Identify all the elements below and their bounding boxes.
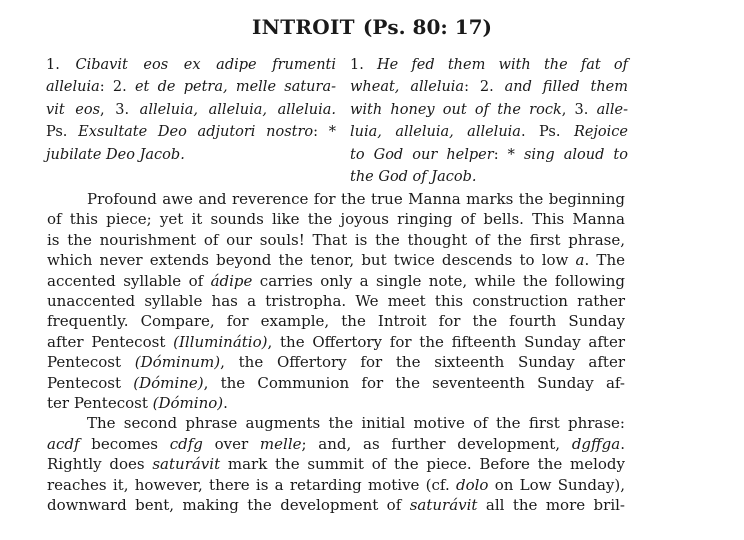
text-line	[47, 495, 625, 515]
roman-text: The second phrase augments the initial motive of the first phrase:	[87, 414, 625, 433]
roman-text: Ps.	[46, 124, 79, 141]
italic-text: to God our helper	[350, 146, 494, 163]
roman-text: reaches it, however, there is a retarding motive (cf.	[47, 475, 456, 494]
roman-text: .	[223, 394, 228, 413]
italic-text: acdf	[47, 434, 80, 453]
roman-text: all the more bril-	[477, 496, 625, 515]
commentary-body	[47, 189, 625, 516]
italic-text: dgffga	[571, 434, 621, 453]
text-line	[47, 291, 625, 311]
text-line	[350, 121, 628, 143]
italic-text: a	[575, 251, 585, 270]
roman-text: .	[620, 434, 625, 453]
italic-text: ádipe	[210, 271, 253, 290]
text-line	[47, 209, 625, 229]
commentary-paragraph-1	[47, 189, 625, 413]
italic-text: alleluia	[46, 79, 100, 96]
roman-text: is the nourishment of our souls! That is the thought of the first phrase,	[47, 230, 625, 249]
italic-text: et de petra, melle satura-	[134, 79, 336, 96]
italic-text: (Dómine)	[133, 373, 204, 392]
heading-psalm-reference: (Ps. 80: 17)	[362, 15, 493, 39]
roman-text: , 3.	[561, 101, 597, 118]
roman-text: downward bent, making the development of	[47, 496, 410, 515]
text-line	[350, 54, 628, 76]
roman-text: ter Pentecost	[47, 394, 153, 413]
italic-text: alleluia, alleluia, alleluia.	[139, 101, 336, 118]
roman-text: Pentecost	[47, 373, 134, 392]
italic-text: (Illuminátio)	[173, 332, 268, 351]
italic-text: (Dóminum)	[134, 353, 221, 372]
roman-text: 1.	[46, 57, 76, 73]
roman-text: mark the summit of the piece. Before the melody	[220, 455, 625, 474]
text-line	[46, 99, 336, 121]
italic-text: and filled them	[504, 79, 628, 96]
italic-text: wheat, alleluia	[350, 79, 465, 96]
text-line	[47, 393, 625, 413]
italic-text: jubilate Deo Jacob.	[46, 146, 185, 163]
italic-text: sing aloud to	[523, 146, 628, 163]
latin-text-column	[46, 54, 336, 166]
text-line	[46, 121, 336, 143]
text-line	[47, 189, 625, 209]
italic-text: with honey out of the rock	[350, 101, 562, 118]
roman-text: over	[202, 434, 260, 453]
text-line	[47, 373, 625, 393]
text-line	[47, 454, 625, 474]
text-line	[47, 475, 625, 495]
roman-text: becomes	[79, 434, 170, 453]
italic-text: vit eos	[46, 101, 101, 118]
roman-text: , the Offertory for the sixteenth Sunday after	[220, 353, 625, 372]
roman-text: which never extends beyond the tenor, but twice descends to low	[47, 251, 576, 270]
text-line	[47, 413, 625, 433]
roman-text: 1.	[350, 57, 378, 73]
text-line	[47, 434, 625, 454]
roman-text: unaccented syllable has a tristropha. We meet this construction rather	[47, 292, 625, 311]
italic-text: Exsultate Deo adjutori nostro	[78, 124, 314, 141]
text-line	[350, 144, 628, 166]
roman-text: accented syllable of	[47, 271, 211, 290]
italic-text: Rejoice	[573, 124, 629, 141]
roman-text: . Ps.	[520, 124, 574, 141]
roman-text: Pentecost	[47, 353, 135, 372]
italic-text: saturávit	[152, 455, 221, 474]
text-line	[47, 352, 625, 372]
roman-text: : *	[313, 124, 337, 141]
roman-text: , the Communion for the seventeenth Sunday af-	[203, 373, 626, 392]
text-line	[47, 271, 625, 291]
roman-text: after Pentecost	[47, 332, 174, 351]
text-line	[350, 166, 628, 188]
italic-text: melle	[259, 434, 302, 453]
roman-text: Rightly does	[47, 455, 153, 474]
text-line	[46, 54, 336, 76]
english-translation-column	[350, 54, 628, 188]
text-line	[47, 311, 625, 331]
roman-text: ; and, as further development,	[301, 434, 572, 453]
text-line	[47, 250, 625, 270]
heading-title: INTROIT	[251, 15, 355, 39]
roman-text: frequently. Compare, for example, the Introit for the fourth Sunday	[47, 312, 625, 331]
roman-text: on Low Sunday),	[488, 475, 625, 494]
commentary-paragraph-2	[47, 413, 625, 515]
italic-text: (Dómino)	[152, 394, 224, 413]
text-line	[47, 230, 625, 250]
italic-text: cdfg	[169, 434, 203, 453]
roman-text: : 2.	[99, 79, 135, 96]
italic-text: Cibavit eos ex adipe frumenti	[75, 57, 336, 73]
roman-text: : 2.	[464, 79, 505, 96]
roman-text: Profound awe and reverence for the true Manna marks the beginning	[87, 190, 625, 208]
roman-text: : *	[493, 146, 524, 163]
text-line	[47, 332, 625, 352]
italic-text: alle-	[596, 101, 628, 118]
section-heading	[0, 14, 744, 40]
italic-text: luia, alleluia, alleluia	[350, 124, 521, 141]
roman-text: , 3.	[100, 101, 140, 118]
roman-text: , the Offertory for the fifteenth Sunday after	[267, 332, 626, 351]
roman-text: of this piece; yet it sounds like the joyous ringing of bells. This Manna	[47, 210, 625, 229]
text-line	[350, 99, 628, 121]
text-line	[46, 144, 336, 166]
italic-text: the God of Jacob.	[350, 169, 477, 186]
roman-text: carries only a single note, while the following	[252, 271, 625, 290]
italic-text: saturávit	[409, 496, 478, 515]
text-line	[46, 76, 336, 98]
roman-text: . The	[584, 251, 625, 270]
italic-text: He fed them with the fat of	[377, 57, 628, 73]
text-line	[350, 76, 628, 98]
italic-text: dolo	[455, 475, 489, 494]
